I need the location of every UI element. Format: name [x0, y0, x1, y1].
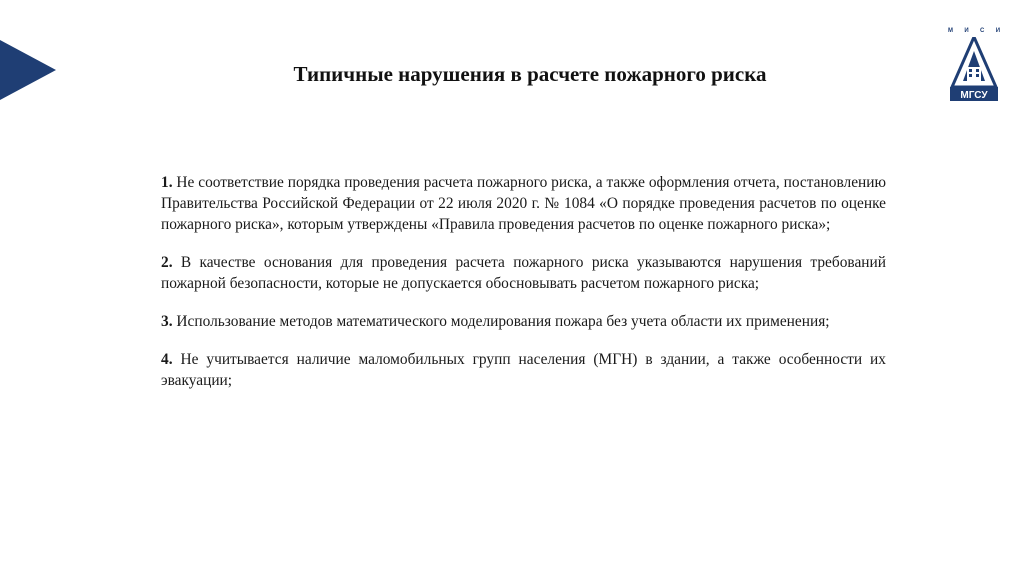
logo-letter: М: [948, 28, 953, 34]
list-item: [161, 349, 886, 391]
logo-letter: С: [980, 28, 985, 34]
item-text: В качестве основания для проведения расчета пожарного риска указываются нарушения требований пожарной безопасности, которые не допускается обосновывать расчетом пожарного риска;: [161, 254, 886, 292]
logo-letters: [948, 28, 1000, 34]
logo-text: МГСУ: [960, 90, 988, 101]
item-number: 2.: [161, 254, 173, 271]
list-item: [161, 252, 886, 294]
item-text: Не соответствие порядка проведения расчета пожарного риска, а также оформления отчета, постановлению Правительства Российской Федерации от 22 июля 2020 г. № 1084 «О порядке проведения расчетов по оценке пожарного риска», которым утверждены «Правила проведения расчетов по оценке пожарного риска»;: [161, 174, 886, 233]
violations-list: [161, 172, 886, 408]
logo-letter: И: [964, 28, 969, 34]
list-item: [161, 311, 886, 332]
logo-letter: И: [995, 28, 1000, 34]
logo-mark: [950, 37, 998, 101]
item-text: Не учитывается наличие маломобильных групп населения (МГН) в здании, а также особенности их эвакуации;: [161, 351, 886, 389]
item-number: 4.: [161, 351, 173, 368]
item-number: 1.: [161, 174, 173, 191]
mgsu-logo-icon: [948, 28, 1000, 104]
triangle-right-icon[interactable]: [0, 40, 56, 100]
item-text: Использование методов математического моделирования пожара без учета области их применения;: [172, 313, 830, 330]
page-title: Типичные нарушения в расчете пожарного риска: [293, 62, 767, 86]
list-item: [161, 172, 886, 235]
item-number: 3.: [161, 313, 173, 330]
